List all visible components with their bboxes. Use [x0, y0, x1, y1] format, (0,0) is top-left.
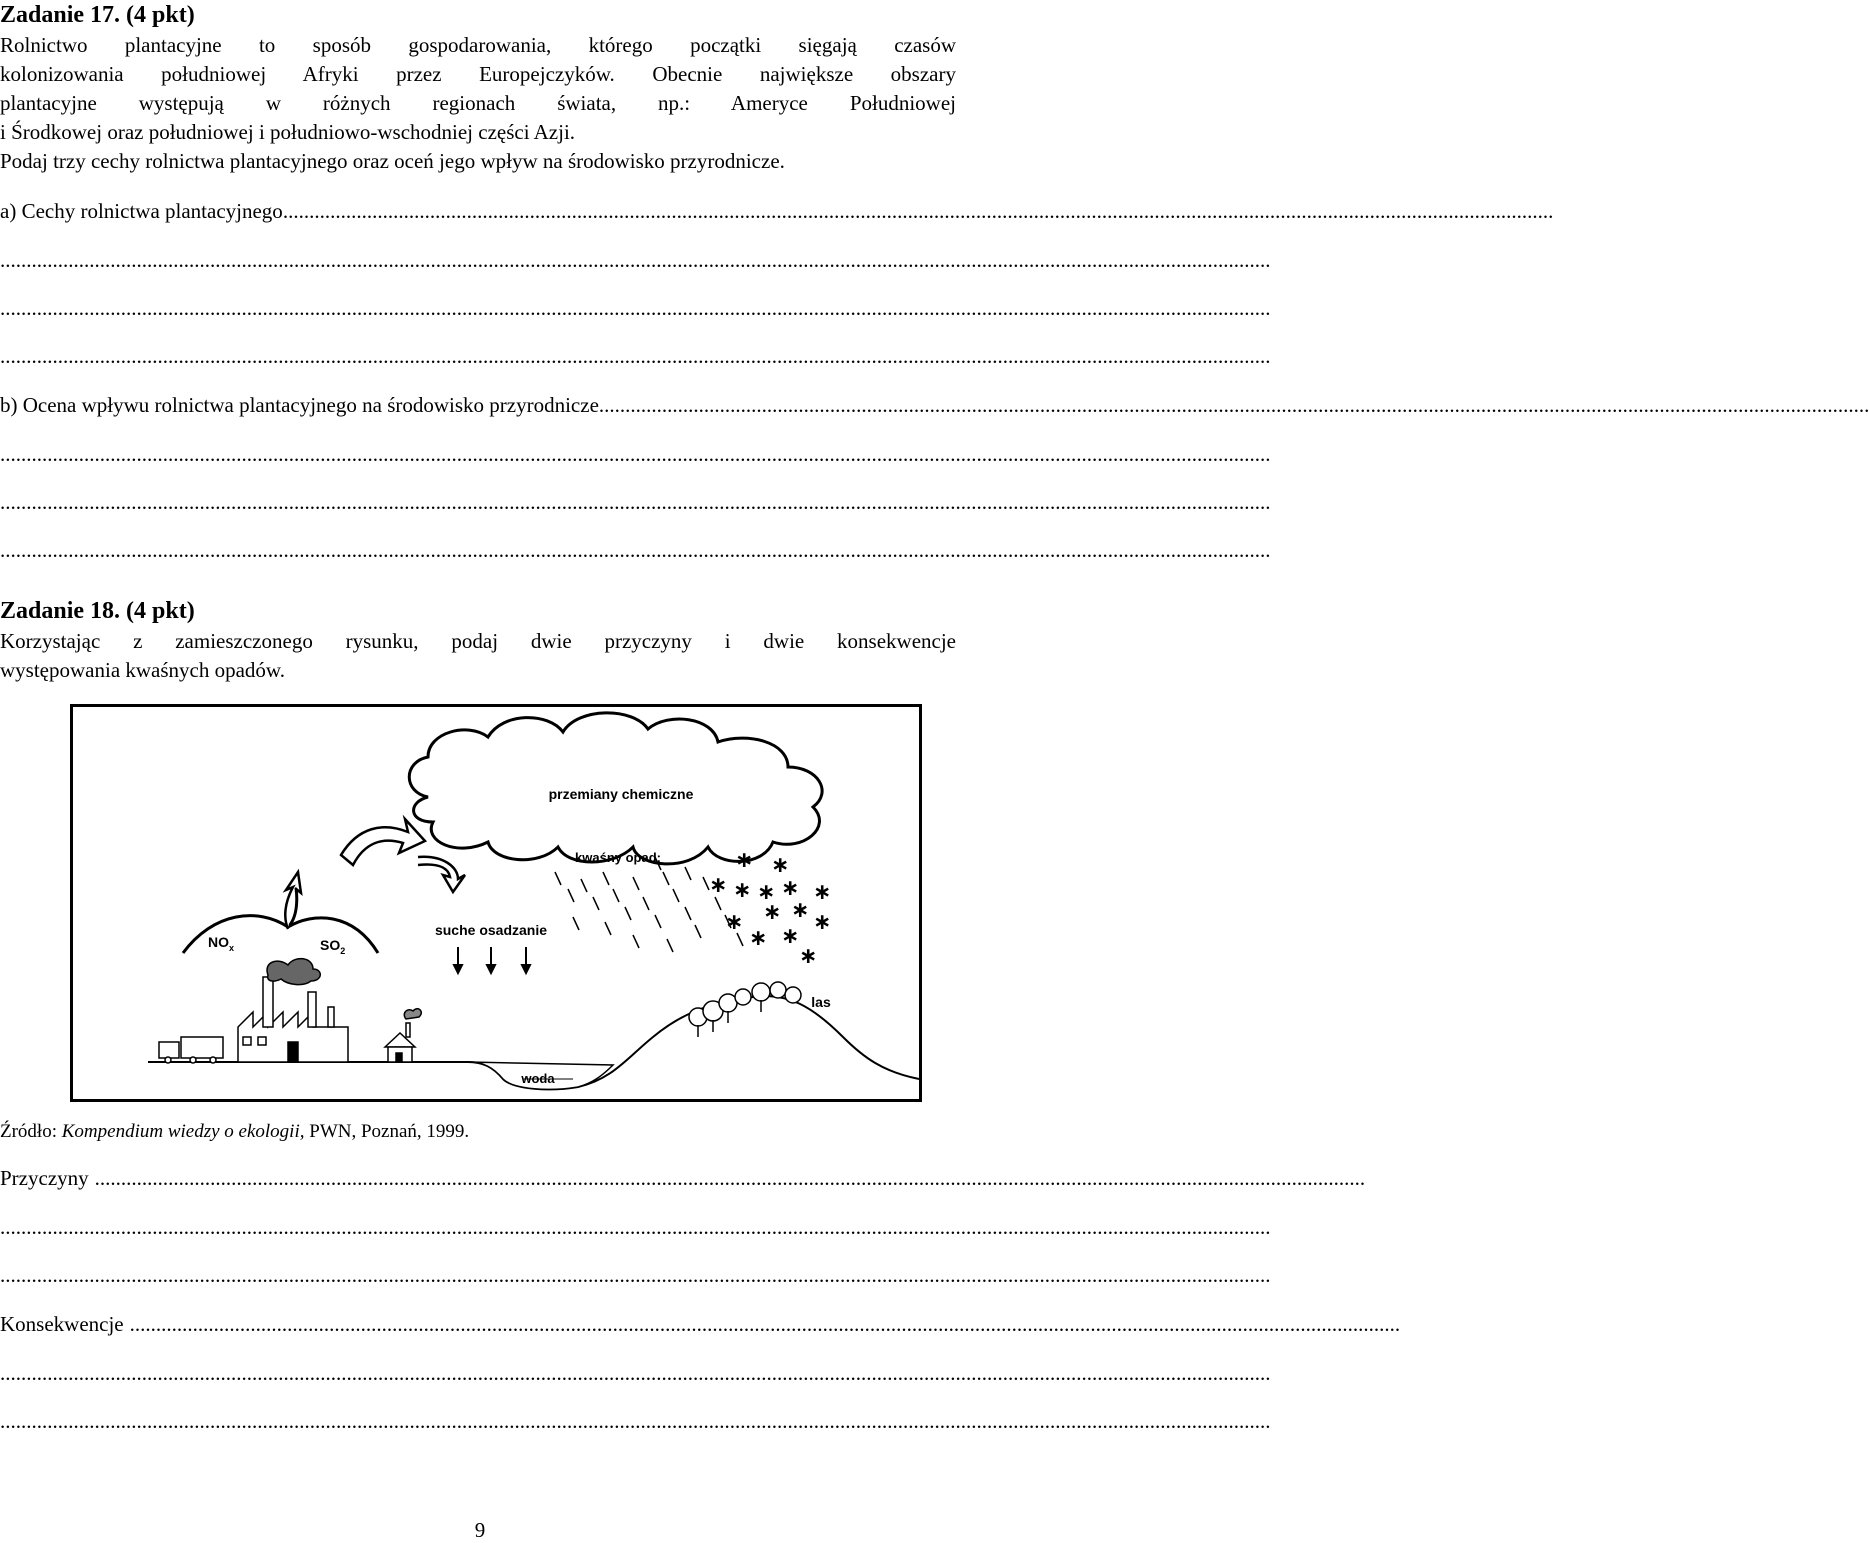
- transport-arrow-1: [341, 819, 425, 865]
- forest-trees: [689, 982, 801, 1037]
- task17-intro-line-4: i Środkowej oraz południowej i południowo-wschodniej części Azji.: [0, 120, 576, 144]
- factory-icon: [238, 959, 348, 1062]
- label-forest: las: [811, 994, 831, 1010]
- task17-intro-line-3: plantacyjne występują w różnych regionach świata, np.: Ameryce Południowej: [0, 91, 956, 115]
- acid-rain-diagram: [73, 707, 919, 1099]
- label-nox: $NO_x$: [208, 934, 235, 953]
- snowflakes: [709, 847, 831, 968]
- svg-text:∗: ∗: [749, 925, 768, 950]
- house-icon: [385, 1009, 421, 1062]
- transport-arrow-2: [418, 857, 465, 892]
- causes-label: Przyczyny: [0, 1166, 89, 1190]
- label-dry-deposition: suche osadzanie: [434, 922, 548, 938]
- svg-text:∗: ∗: [725, 909, 744, 934]
- causes-line-3[interactable]: ..................................................................................................................................................................................................................................................: [0, 1263, 1271, 1287]
- figure-source: Źródło: Kompendium wiedzy o ekologii, PWN, Poznań, 1999.: [0, 1121, 470, 1142]
- answer-line-dots: ..................................................................................................................................................................................................................................................: [598, 393, 1869, 417]
- answer-a-field[interactable]: [0, 196, 1554, 226]
- svg-text:∗: ∗: [771, 852, 790, 877]
- answer-b-field[interactable]: [0, 390, 1869, 420]
- acid-rain-figure: [70, 704, 922, 1102]
- svg-text:∗: ∗: [763, 899, 782, 924]
- answer-line-dots: ..................................................................................................................................................................................................................................................: [129, 1312, 1401, 1336]
- task17-instruction: Podaj trzy cechy rolnictwa plantacyjnego oraz oceń jego wpływ na środowisko przyrodnicze.: [0, 149, 785, 173]
- answer-b-line-4[interactable]: ..................................................................................................................................................................................................................................................: [0, 538, 1271, 562]
- consequences-line-2[interactable]: ..................................................................................................................................................................................................................................................: [0, 1361, 1271, 1385]
- part-a-label: a) Cechy rolnictwa plantacyjnego: [0, 199, 283, 223]
- answer-a-line-2[interactable]: ..................................................................................................................................................................................................................................................: [0, 248, 1271, 272]
- answer-line-dots: ..................................................................................................................................................................................................................................................: [282, 199, 1554, 223]
- answer-b-line-3[interactable]: ..................................................................................................................................................................................................................................................: [0, 490, 1271, 514]
- causes-line-2[interactable]: ..................................................................................................................................................................................................................................................: [0, 1215, 1271, 1239]
- dry-deposition-arrows: [454, 947, 530, 973]
- svg-text:∗: ∗: [813, 909, 832, 934]
- svg-text:∗: ∗: [709, 872, 728, 897]
- task18-heading: Zadanie 18. (4 pkt): [0, 598, 195, 624]
- svg-text:∗: ∗: [733, 877, 752, 902]
- svg-text:∗: ∗: [791, 897, 810, 922]
- task17-heading: Zadanie 17. (4 pkt): [0, 2, 195, 28]
- svg-text:∗: ∗: [757, 879, 776, 904]
- label-so2: $SO_2$: [320, 937, 346, 956]
- label-chemical-transformations: przemiany chemiczne: [548, 786, 694, 802]
- svg-text:∗: ∗: [781, 875, 800, 900]
- part-b-label: b) Ocena wpływu rolnictwa plantacyjnego na środowisko przyrodnicze: [0, 393, 599, 417]
- consequences-field[interactable]: [0, 1309, 1401, 1339]
- truck-icon: [159, 1037, 223, 1063]
- task17-intro-line-1: Rolnictwo plantacyjne to sposób gospodarowania, którego początki sięgają czasów: [0, 33, 956, 57]
- svg-text:∗: ∗: [781, 923, 800, 948]
- answer-line-dots: ..................................................................................................................................................................................................................................................: [94, 1166, 1366, 1190]
- answer-a-line-3[interactable]: ..................................................................................................................................................................................................................................................: [0, 296, 1271, 320]
- svg-text:∗: ∗: [813, 879, 832, 904]
- task18-instruction-line-2: występowania kwaśnych opadów.: [0, 658, 285, 682]
- consequences-label: Konsekwencje: [0, 1312, 124, 1336]
- causes-field[interactable]: [0, 1163, 1366, 1193]
- label-water: woda: [521, 1071, 555, 1086]
- answer-b-line-2[interactable]: ..................................................................................................................................................................................................................................................: [0, 442, 1271, 466]
- task17-intro-line-2: kolonizowania południowej Afryki przez Europejczyków. Obecnie największe obszary: [0, 62, 956, 86]
- label-acid-rain: kwaśny opad:: [575, 850, 661, 865]
- svg-text:∗: ∗: [735, 847, 754, 872]
- svg-text:∗: ∗: [799, 943, 818, 968]
- answer-a-line-4[interactable]: ..................................................................................................................................................................................................................................................: [0, 344, 1271, 368]
- consequences-line-3[interactable]: ..................................................................................................................................................................................................................................................: [0, 1409, 1271, 1433]
- page-number: 9: [474, 1518, 486, 1542]
- task18-instruction-line-1: Korzystając z zamieszczonego rysunku, podaj dwie przyczyny i dwie konsekwencje: [0, 629, 956, 653]
- source-title: Kompendium wiedzy o ekologii,: [61, 1121, 305, 1142]
